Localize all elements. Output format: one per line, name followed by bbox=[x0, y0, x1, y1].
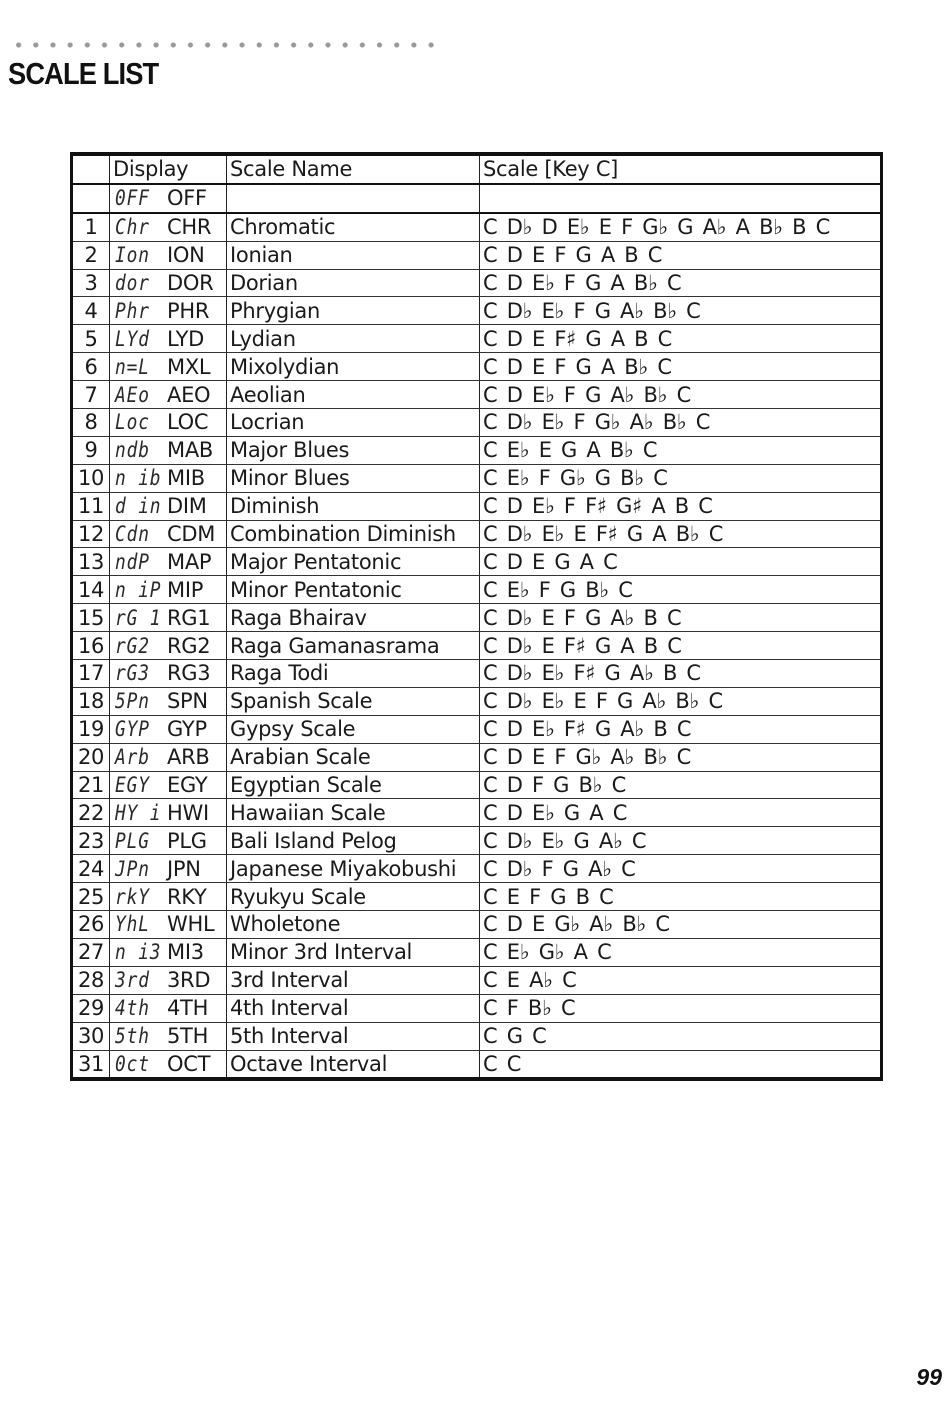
table-row bbox=[72, 687, 882, 715]
scale-name: Locrian bbox=[227, 409, 480, 437]
scale-name: 3rd Interval bbox=[227, 966, 480, 994]
table-row bbox=[72, 855, 882, 883]
display-code: EGY bbox=[167, 773, 208, 798]
scale-notes: C D♭ E♭ F G A♭ B♭ C bbox=[480, 297, 882, 325]
lcd-display-glyphs: dor bbox=[115, 271, 150, 295]
display-code: PLG bbox=[167, 828, 207, 853]
scale-number: 10 bbox=[72, 464, 110, 492]
scale-name: Minor 3rd Interval bbox=[227, 938, 480, 966]
scale-notes: C D♭ E♭ F G♭ A♭ B♭ C bbox=[480, 409, 882, 437]
scale-notes: C E♭ F G♭ G B♭ C bbox=[480, 464, 882, 492]
lcd-display-glyphs: YhL bbox=[115, 912, 150, 937]
lcd-display-glyphs: rG 1 bbox=[115, 605, 162, 630]
lcd-display-glyphs: n ib bbox=[115, 466, 162, 491]
scale-notes: C D F G B♭ C bbox=[480, 771, 882, 799]
table-row bbox=[72, 604, 882, 632]
lcd-display-glyphs: JPn bbox=[115, 856, 150, 881]
display-code: ARB bbox=[167, 745, 210, 770]
scale-name: Octave Interval bbox=[227, 1050, 480, 1079]
lcd-display-glyphs: 0ct bbox=[115, 1051, 150, 1076]
table-row bbox=[72, 492, 882, 520]
table-row bbox=[72, 213, 882, 241]
scale-name: Hawaiian Scale bbox=[227, 799, 480, 827]
scale-name: Raga Bhairav bbox=[227, 604, 480, 632]
lcd-display-glyphs: d in bbox=[115, 494, 162, 519]
display-cell bbox=[110, 855, 227, 883]
table-row bbox=[72, 381, 882, 409]
table-row bbox=[72, 409, 882, 437]
display-code: MIP bbox=[167, 577, 204, 602]
scale-notes: C E♭ G♭ A C bbox=[480, 938, 882, 966]
display-code: LYD bbox=[167, 326, 205, 351]
table-row bbox=[72, 1022, 882, 1050]
page-title: SCALE LIST bbox=[8, 56, 159, 91]
table-row bbox=[72, 911, 882, 939]
display-code: MXL bbox=[167, 354, 211, 379]
scale-notes: C D E G♭ A♭ B♭ C bbox=[480, 911, 882, 939]
lcd-display-glyphs: 4th bbox=[115, 996, 150, 1021]
scale-notes: C D E♭ F F♯ G♯ A B C bbox=[480, 492, 882, 520]
display-cell bbox=[110, 492, 227, 520]
display-code: RG1 bbox=[167, 605, 211, 630]
display-code: MAB bbox=[167, 438, 213, 463]
scale-notes: C D♭ E♭ E F G A♭ B♭ C bbox=[480, 687, 882, 715]
scale-name: Major Pentatonic bbox=[227, 548, 480, 576]
lcd-display-glyphs: 5th bbox=[115, 1024, 150, 1049]
scale-number: 8 bbox=[72, 409, 110, 437]
column-header-display: Display bbox=[110, 154, 227, 184]
scale-number: 12 bbox=[72, 520, 110, 548]
scale-number: 9 bbox=[72, 436, 110, 464]
lcd-display-glyphs: Ion bbox=[115, 243, 150, 268]
table-row bbox=[72, 966, 882, 994]
lcd-display-glyphs: 0FF bbox=[115, 186, 150, 211]
table-row bbox=[72, 464, 882, 492]
scale-name: Bali Island Pelog bbox=[227, 827, 480, 855]
scale-number: 29 bbox=[72, 994, 110, 1022]
table-row bbox=[72, 715, 882, 743]
table-row bbox=[72, 938, 882, 966]
lcd-display-glyphs: rG2 bbox=[115, 633, 150, 658]
column-header-number bbox=[72, 154, 110, 184]
display-code: MI3 bbox=[167, 940, 204, 965]
display-cell bbox=[110, 1050, 227, 1079]
display-cell bbox=[110, 911, 227, 939]
scale-notes: C E♭ F G B♭ C bbox=[480, 576, 882, 604]
display-cell bbox=[110, 883, 227, 911]
scale-notes: C D♭ E♭ G A♭ C bbox=[480, 827, 882, 855]
display-cell bbox=[110, 353, 227, 381]
display-cell bbox=[110, 381, 227, 409]
scale-number: 5 bbox=[72, 325, 110, 353]
display-cell bbox=[110, 660, 227, 688]
lcd-display-glyphs: 3rd bbox=[115, 968, 150, 993]
scale-notes: C D♭ E F G A♭ B C bbox=[480, 604, 882, 632]
scale-number: 7 bbox=[72, 381, 110, 409]
display-code: SPN bbox=[167, 689, 208, 714]
scale-name: Major Blues bbox=[227, 436, 480, 464]
scale-number: 28 bbox=[72, 966, 110, 994]
display-code: JPN bbox=[167, 856, 201, 881]
scale-name: Wholetone bbox=[227, 911, 480, 939]
display-code: DIM bbox=[167, 494, 207, 519]
scale-notes: C D E F G A B C bbox=[480, 241, 882, 269]
scale-number: 26 bbox=[72, 911, 110, 939]
scale-notes: C E F G B C bbox=[480, 883, 882, 911]
table-row bbox=[72, 241, 882, 269]
scale-notes: C D♭ F G A♭ C bbox=[480, 855, 882, 883]
display-cell bbox=[110, 994, 227, 1022]
lcd-display-glyphs: Phr bbox=[115, 298, 150, 323]
scale-name: Combination Diminish bbox=[227, 520, 480, 548]
scale-number: 18 bbox=[72, 687, 110, 715]
display-cell bbox=[110, 464, 227, 492]
display-code: 5TH bbox=[167, 1024, 209, 1049]
table-row bbox=[72, 883, 882, 911]
scale-notes: C D E♭ F♯ G A♭ B C bbox=[480, 715, 882, 743]
lcd-display-glyphs: ndb bbox=[115, 438, 150, 463]
table-row bbox=[72, 548, 882, 576]
display-cell bbox=[110, 687, 227, 715]
display-cell bbox=[110, 409, 227, 437]
display-cell bbox=[110, 576, 227, 604]
display-cell bbox=[110, 938, 227, 966]
display-code: MIB bbox=[167, 466, 205, 491]
table-row bbox=[72, 743, 882, 771]
scale-number: 16 bbox=[72, 632, 110, 660]
display-cell bbox=[110, 632, 227, 660]
scale-name: 5th Interval bbox=[227, 1022, 480, 1050]
scale-name: Ionian bbox=[227, 241, 480, 269]
scale-name: Diminish bbox=[227, 492, 480, 520]
lcd-display-glyphs: LYd bbox=[115, 326, 150, 351]
scale-notes: C D E F♯ G A B C bbox=[480, 325, 882, 353]
table-row bbox=[72, 520, 882, 548]
table-row bbox=[72, 827, 882, 855]
scale-notes: C E♭ E G A B♭ C bbox=[480, 436, 882, 464]
column-header-scale-notes: Scale [Key C] bbox=[480, 154, 882, 184]
scale-number: 24 bbox=[72, 855, 110, 883]
table-row bbox=[72, 660, 882, 688]
display-cell bbox=[110, 715, 227, 743]
lcd-display-glyphs: n iP bbox=[115, 577, 162, 602]
display-code: DOR bbox=[167, 271, 214, 295]
display-cell bbox=[110, 520, 227, 548]
scale-name: Gypsy Scale bbox=[227, 715, 480, 743]
scale-notes: C D E G A C bbox=[480, 548, 882, 576]
lcd-display-glyphs: PLG bbox=[115, 828, 150, 853]
scale-number: 30 bbox=[72, 1022, 110, 1050]
scale-number: 6 bbox=[72, 353, 110, 381]
scale-name bbox=[227, 184, 480, 213]
scale-notes: C C bbox=[480, 1050, 882, 1079]
table-row bbox=[72, 799, 882, 827]
scale-name: Spanish Scale bbox=[227, 687, 480, 715]
scale-notes: C D E♭ G A C bbox=[480, 799, 882, 827]
display-code: 3RD bbox=[167, 968, 211, 993]
scale-notes: C D E♭ F G A B♭ C bbox=[480, 269, 882, 297]
table-row bbox=[72, 269, 882, 297]
scale-notes: C D♭ D E♭ E F G♭ G A♭ A B♭ B C bbox=[480, 213, 882, 241]
display-cell bbox=[110, 325, 227, 353]
display-code: MAP bbox=[167, 549, 212, 574]
lcd-display-glyphs: ndP bbox=[115, 549, 150, 574]
display-code: LOC bbox=[167, 410, 209, 435]
scale-name: Ryukyu Scale bbox=[227, 883, 480, 911]
scale-name: Minor Pentatonic bbox=[227, 576, 480, 604]
scale-notes: C D♭ E♭ E F♯ G A B♭ C bbox=[480, 520, 882, 548]
scale-number: 27 bbox=[72, 938, 110, 966]
display-cell bbox=[110, 604, 227, 632]
scale-notes: C F B♭ C bbox=[480, 994, 882, 1022]
scale-notes: C D E F G♭ A♭ B♭ C bbox=[480, 743, 882, 771]
lcd-display-glyphs: n i3 bbox=[115, 940, 162, 965]
table-header-row bbox=[72, 154, 882, 184]
display-cell bbox=[110, 827, 227, 855]
display-code: AEO bbox=[167, 382, 211, 407]
scale-number: 13 bbox=[72, 548, 110, 576]
lcd-display-glyphs: HY i bbox=[115, 800, 162, 825]
scale-number: 17 bbox=[72, 660, 110, 688]
scale-name: Arabian Scale bbox=[227, 743, 480, 771]
dotted-rule bbox=[10, 40, 440, 50]
scale-name: Phrygian bbox=[227, 297, 480, 325]
lcd-display-glyphs: Loc bbox=[115, 410, 150, 435]
display-code: OFF bbox=[167, 186, 207, 211]
lcd-display-glyphs: n=L bbox=[115, 354, 150, 379]
lcd-display-glyphs: GYP bbox=[115, 717, 150, 742]
lcd-display-glyphs: EGY bbox=[115, 773, 150, 798]
scale-name: Egyptian Scale bbox=[227, 771, 480, 799]
display-code: 4TH bbox=[167, 996, 209, 1021]
scale-name: Minor Blues bbox=[227, 464, 480, 492]
scale-name: Dorian bbox=[227, 269, 480, 297]
table-row bbox=[72, 325, 882, 353]
scale-number: 15 bbox=[72, 604, 110, 632]
scale-number: 1 bbox=[72, 213, 110, 241]
display-cell bbox=[110, 966, 227, 994]
display-code: RKY bbox=[167, 884, 207, 909]
scale-notes: C G C bbox=[480, 1022, 882, 1050]
lcd-display-glyphs: Arb bbox=[115, 745, 150, 770]
lcd-display-glyphs: rkY bbox=[115, 884, 150, 909]
scale-notes: C E A♭ C bbox=[480, 966, 882, 994]
display-cell bbox=[110, 269, 227, 297]
scale-notes bbox=[480, 184, 882, 213]
scale-name: Mixolydian bbox=[227, 353, 480, 381]
scale-notes: C D E F G A B♭ C bbox=[480, 353, 882, 381]
scale-table bbox=[70, 152, 883, 1081]
display-cell bbox=[110, 213, 227, 241]
page-number: 99 bbox=[916, 1364, 942, 1390]
scale-number: 31 bbox=[72, 1050, 110, 1079]
lcd-display-glyphs: 5Pn bbox=[115, 689, 150, 714]
display-code: GYP bbox=[167, 717, 207, 742]
scale-number: 19 bbox=[72, 715, 110, 743]
column-header-scale-name: Scale Name bbox=[227, 154, 480, 184]
lcd-display-glyphs: Cdn bbox=[115, 522, 150, 547]
scale-name: Chromatic bbox=[227, 213, 480, 241]
display-cell bbox=[110, 436, 227, 464]
scale-notes: C D♭ E F♯ G A B C bbox=[480, 632, 882, 660]
table-row bbox=[72, 1050, 882, 1079]
table-row bbox=[72, 353, 882, 381]
scale-name: Japanese Miyakobushi bbox=[227, 855, 480, 883]
scale-number: 22 bbox=[72, 799, 110, 827]
display-code: WHL bbox=[167, 912, 215, 937]
display-cell bbox=[110, 241, 227, 269]
scale-number: 2 bbox=[72, 241, 110, 269]
display-code: OCT bbox=[167, 1051, 211, 1076]
scale-number bbox=[72, 184, 110, 213]
display-code: RG2 bbox=[167, 633, 211, 658]
scale-number: 25 bbox=[72, 883, 110, 911]
scale-number: 14 bbox=[72, 576, 110, 604]
display-cell bbox=[110, 548, 227, 576]
scale-notes: C D E♭ F G A♭ B♭ C bbox=[480, 381, 882, 409]
scale-name: Lydian bbox=[227, 325, 480, 353]
display-code: CHR bbox=[167, 215, 212, 240]
display-code: ION bbox=[167, 243, 205, 268]
scale-name: Aeolian bbox=[227, 381, 480, 409]
display-cell bbox=[110, 799, 227, 827]
display-cell bbox=[110, 297, 227, 325]
scale-name: Raga Gamanasrama bbox=[227, 632, 480, 660]
scale-name: 4th Interval bbox=[227, 994, 480, 1022]
display-cell bbox=[110, 743, 227, 771]
scale-number: 21 bbox=[72, 771, 110, 799]
lcd-display-glyphs: rG3 bbox=[115, 661, 150, 686]
table-row bbox=[72, 632, 882, 660]
scale-number: 20 bbox=[72, 743, 110, 771]
table-row bbox=[72, 297, 882, 325]
table-row bbox=[72, 994, 882, 1022]
scale-number: 11 bbox=[72, 492, 110, 520]
table-row bbox=[72, 184, 882, 213]
display-cell bbox=[110, 1022, 227, 1050]
table-body bbox=[72, 184, 882, 1080]
display-cell bbox=[110, 184, 227, 213]
scale-notes: C D♭ E♭ F♯ G A♭ B C bbox=[480, 660, 882, 688]
scale-number: 3 bbox=[72, 269, 110, 297]
table-row bbox=[72, 771, 882, 799]
scale-number: 23 bbox=[72, 827, 110, 855]
table-row bbox=[72, 576, 882, 604]
display-code: HWI bbox=[167, 800, 209, 825]
table-row bbox=[72, 436, 882, 464]
lcd-display-glyphs: AEo bbox=[115, 382, 150, 407]
display-code: CDM bbox=[167, 522, 216, 547]
lcd-display-glyphs: Chr bbox=[115, 215, 150, 240]
display-code: RG3 bbox=[167, 661, 211, 686]
scale-number: 4 bbox=[72, 297, 110, 325]
display-code: PHR bbox=[167, 298, 210, 323]
display-cell bbox=[110, 771, 227, 799]
scale-name: Raga Todi bbox=[227, 660, 480, 688]
